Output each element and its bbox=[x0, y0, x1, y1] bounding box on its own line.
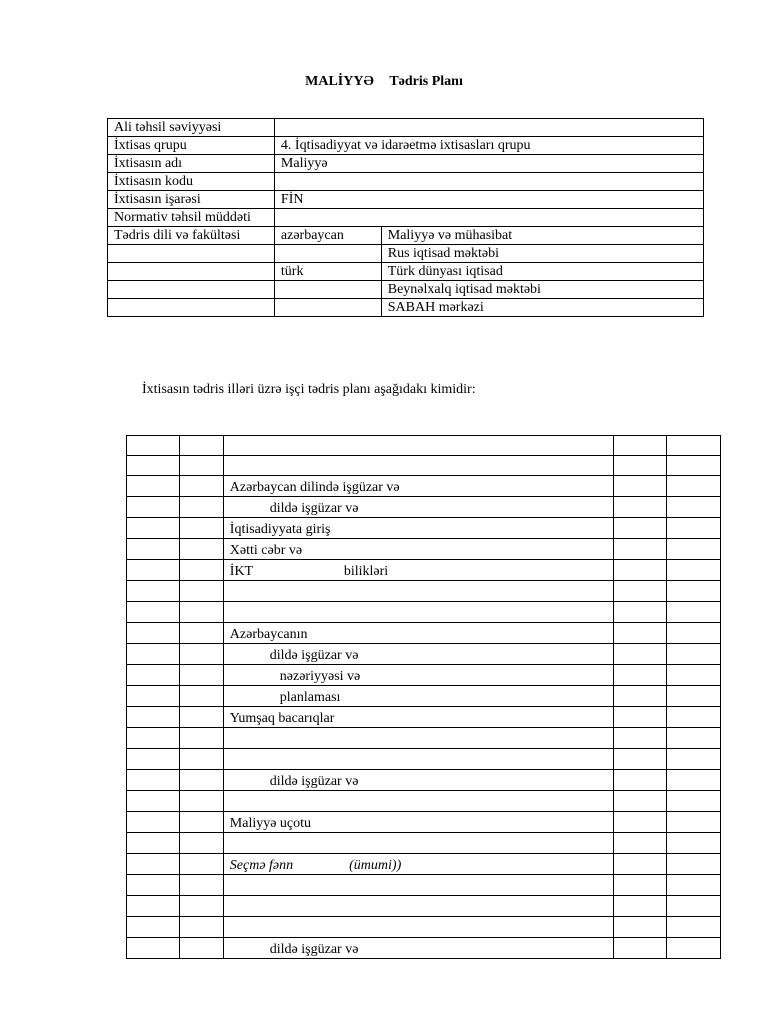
plan-cell bbox=[614, 938, 667, 959]
info-language: türk bbox=[274, 263, 381, 281]
plan-cell bbox=[614, 497, 667, 518]
plan-cell bbox=[127, 539, 180, 560]
plan-cell bbox=[667, 560, 721, 581]
title-part-1: MALİYYƏ bbox=[305, 74, 374, 89]
plan-cell bbox=[179, 938, 223, 959]
plan-cell bbox=[614, 917, 667, 938]
plan-cell bbox=[667, 623, 721, 644]
plan-cell bbox=[179, 875, 223, 896]
plan-row bbox=[127, 476, 721, 497]
plan-cell bbox=[667, 456, 721, 476]
plan-cell bbox=[127, 791, 180, 812]
plan-subject-text: dildə işgüzar və bbox=[269, 501, 359, 516]
plan-cell bbox=[127, 875, 180, 896]
plan-cell bbox=[614, 896, 667, 917]
info-row bbox=[108, 173, 704, 191]
plan-row bbox=[127, 812, 721, 833]
plan-cell bbox=[127, 686, 180, 707]
plan-cell bbox=[614, 560, 667, 581]
info-value bbox=[274, 119, 703, 137]
plan-subject-cell bbox=[223, 436, 613, 456]
plan-cell bbox=[667, 436, 721, 456]
plan-cell bbox=[179, 456, 223, 476]
plan-cell bbox=[667, 476, 721, 497]
plan-cell bbox=[179, 770, 223, 791]
info-label bbox=[108, 263, 275, 281]
plan-row bbox=[127, 791, 721, 812]
plan-subject-text: Xətti cəbr və bbox=[229, 543, 303, 558]
plan-subject-cell bbox=[223, 644, 613, 665]
plan-cell bbox=[614, 833, 667, 854]
plan-cell bbox=[667, 644, 721, 665]
plan-subject-text: Yumşaq bacarıqlar bbox=[229, 711, 335, 726]
plan-cell bbox=[667, 812, 721, 833]
plan-row bbox=[127, 896, 721, 917]
curriculum-plan-table bbox=[126, 435, 721, 959]
plan-cell bbox=[614, 854, 667, 875]
plan-row bbox=[127, 917, 721, 938]
plan-cell bbox=[127, 833, 180, 854]
plan-subject-cell bbox=[223, 812, 613, 833]
plan-row bbox=[127, 539, 721, 560]
plan-cell bbox=[179, 644, 223, 665]
plan-subject-cell bbox=[223, 560, 613, 581]
plan-cell bbox=[179, 812, 223, 833]
plan-subject-text: Azərbaycan dilində işgüzar və bbox=[229, 480, 400, 495]
plan-subject-text: İqtisadiyyata giriş bbox=[229, 522, 331, 537]
plan-cell bbox=[127, 749, 180, 770]
info-label: İxtisasın kodu bbox=[108, 173, 275, 191]
plan-subject-text: planlaması bbox=[279, 690, 341, 705]
plan-cell bbox=[667, 665, 721, 686]
info-value: FİN bbox=[274, 191, 703, 209]
info-value: 4. İqtisadiyyat və idarəetmə ixtisasları qrupu bbox=[274, 137, 703, 155]
plan-row bbox=[127, 623, 721, 644]
plan-cell bbox=[667, 539, 721, 560]
plan-cell bbox=[614, 476, 667, 497]
plan-cell bbox=[179, 686, 223, 707]
info-row bbox=[108, 299, 704, 317]
plan-subject-cell bbox=[223, 581, 613, 602]
plan-cell bbox=[667, 938, 721, 959]
plan-row bbox=[127, 707, 721, 728]
info-row bbox=[108, 119, 704, 137]
plan-cell bbox=[179, 749, 223, 770]
plan-row bbox=[127, 602, 721, 623]
plan-cell bbox=[179, 581, 223, 602]
intro-text: İxtisasın tədris illəri üzrə işçi tədris planı aşağıdakı kimidir: bbox=[142, 382, 476, 397]
plan-cell bbox=[127, 854, 180, 875]
plan-row bbox=[127, 436, 721, 456]
info-label bbox=[108, 281, 275, 299]
plan-cell bbox=[179, 623, 223, 644]
info-faculty: SABAH mərkəzi bbox=[381, 299, 703, 317]
plan-cell bbox=[667, 518, 721, 539]
plan-subject-text: Maliyyə uçotu bbox=[229, 816, 312, 831]
plan-cell bbox=[127, 456, 180, 476]
info-row bbox=[108, 245, 704, 263]
plan-cell bbox=[127, 581, 180, 602]
info-faculty: Rus iqtisad məktəbi bbox=[381, 245, 703, 263]
plan-cell bbox=[667, 728, 721, 749]
plan-subject-text: İKT bilikləri bbox=[229, 564, 389, 579]
plan-cell bbox=[179, 560, 223, 581]
plan-cell bbox=[179, 854, 223, 875]
info-language bbox=[274, 299, 381, 317]
info-label: Ali təhsil səviyyəsi bbox=[108, 119, 275, 137]
plan-cell bbox=[614, 665, 667, 686]
plan-row bbox=[127, 833, 721, 854]
plan-cell bbox=[127, 707, 180, 728]
plan-row bbox=[127, 581, 721, 602]
info-row bbox=[108, 137, 704, 155]
info-label: İxtisasın işarəsi bbox=[108, 191, 275, 209]
plan-cell bbox=[614, 812, 667, 833]
info-row bbox=[108, 263, 704, 281]
plan-cell bbox=[667, 770, 721, 791]
plan-cell bbox=[667, 602, 721, 623]
plan-subject-text: Azərbaycanın bbox=[229, 627, 308, 642]
plan-cell bbox=[667, 497, 721, 518]
plan-subject-cell bbox=[223, 518, 613, 539]
plan-cell bbox=[179, 728, 223, 749]
plan-cell bbox=[614, 644, 667, 665]
plan-cell bbox=[127, 917, 180, 938]
plan-cell bbox=[127, 602, 180, 623]
plan-cell bbox=[667, 707, 721, 728]
plan-row bbox=[127, 560, 721, 581]
info-label: Normativ təhsil müddəti bbox=[108, 209, 275, 227]
plan-cell bbox=[614, 539, 667, 560]
plan-cell bbox=[127, 518, 180, 539]
plan-cell bbox=[614, 749, 667, 770]
info-language: azərbaycan bbox=[274, 227, 381, 245]
plan-cell bbox=[127, 665, 180, 686]
plan-subject-cell bbox=[223, 875, 613, 896]
plan-cell bbox=[667, 581, 721, 602]
plan-cell bbox=[127, 938, 180, 959]
plan-cell bbox=[614, 623, 667, 644]
plan-row bbox=[127, 770, 721, 791]
plan-row bbox=[127, 854, 721, 875]
plan-cell bbox=[667, 875, 721, 896]
plan-cell bbox=[179, 707, 223, 728]
plan-subject-cell bbox=[223, 456, 613, 476]
page-title bbox=[0, 74, 768, 90]
plan-subject-cell bbox=[223, 896, 613, 917]
plan-cell bbox=[127, 497, 180, 518]
plan-subject-cell bbox=[223, 938, 613, 959]
plan-cell bbox=[127, 476, 180, 497]
info-value: Maliyyə bbox=[274, 155, 703, 173]
plan-cell bbox=[127, 812, 180, 833]
plan-row bbox=[127, 728, 721, 749]
plan-subject-cell bbox=[223, 476, 613, 497]
plan-cell bbox=[614, 581, 667, 602]
plan-subject-cell bbox=[223, 497, 613, 518]
plan-cell bbox=[179, 602, 223, 623]
info-faculty: Türk dünyası iqtisad bbox=[381, 263, 703, 281]
plan-cell bbox=[179, 518, 223, 539]
title-part-2: Tədris Planı bbox=[389, 74, 463, 89]
plan-cell bbox=[179, 539, 223, 560]
plan-subject-cell bbox=[223, 602, 613, 623]
info-row bbox=[108, 209, 704, 227]
plan-cell bbox=[179, 917, 223, 938]
plan-cell bbox=[614, 707, 667, 728]
plan-cell bbox=[127, 896, 180, 917]
plan-cell bbox=[179, 833, 223, 854]
plan-cell bbox=[667, 917, 721, 938]
plan-cell bbox=[179, 896, 223, 917]
plan-cell bbox=[614, 770, 667, 791]
plan-cell bbox=[179, 497, 223, 518]
plan-subject-cell bbox=[223, 539, 613, 560]
plan-row bbox=[127, 665, 721, 686]
plan-subject-text: Seçmə fənn (ümumi)) bbox=[229, 858, 402, 873]
info-row bbox=[108, 281, 704, 299]
plan-subject-cell bbox=[223, 686, 613, 707]
plan-subject-cell bbox=[223, 854, 613, 875]
plan-cell bbox=[614, 686, 667, 707]
plan-row bbox=[127, 456, 721, 476]
plan-cell bbox=[127, 644, 180, 665]
plan-cell bbox=[667, 791, 721, 812]
plan-cell bbox=[614, 791, 667, 812]
plan-subject-text: dildə işgüzar və bbox=[269, 774, 359, 789]
plan-row bbox=[127, 875, 721, 896]
plan-cell bbox=[127, 770, 180, 791]
plan-subject-cell bbox=[223, 833, 613, 854]
plan-row bbox=[127, 644, 721, 665]
info-label bbox=[108, 299, 275, 317]
plan-cell bbox=[614, 728, 667, 749]
plan-subject-cell bbox=[223, 770, 613, 791]
info-label: İxtisasın adı bbox=[108, 155, 275, 173]
info-row bbox=[108, 191, 704, 209]
plan-subject-text: nəzəriyyəsi və bbox=[279, 669, 361, 684]
plan-cell bbox=[614, 436, 667, 456]
plan-subject-cell bbox=[223, 707, 613, 728]
plan-subject-cell bbox=[223, 749, 613, 770]
plan-subject-text: dildə işgüzar və bbox=[269, 648, 359, 663]
plan-cell bbox=[667, 833, 721, 854]
plan-cell bbox=[614, 456, 667, 476]
plan-subject-cell bbox=[223, 665, 613, 686]
info-language bbox=[274, 245, 381, 263]
info-faculty: Beynəlxalq iqtisad məktəbi bbox=[381, 281, 703, 299]
plan-row bbox=[127, 938, 721, 959]
plan-cell bbox=[179, 791, 223, 812]
info-value bbox=[274, 209, 703, 227]
plan-subject-text: dildə işgüzar və bbox=[269, 942, 359, 957]
program-info-table bbox=[107, 118, 704, 317]
plan-cell bbox=[667, 749, 721, 770]
plan-row bbox=[127, 749, 721, 770]
plan-cell bbox=[179, 665, 223, 686]
info-language bbox=[274, 281, 381, 299]
plan-cell bbox=[127, 436, 180, 456]
info-label: Tədris dili və fakültəsi bbox=[108, 227, 275, 245]
plan-cell bbox=[127, 728, 180, 749]
plan-subject-cell bbox=[223, 791, 613, 812]
info-faculty: Maliyyə və mühasibat bbox=[381, 227, 703, 245]
plan-cell bbox=[127, 560, 180, 581]
plan-cell bbox=[614, 602, 667, 623]
plan-subject-cell bbox=[223, 623, 613, 644]
plan-subject-cell bbox=[223, 917, 613, 938]
info-label bbox=[108, 245, 275, 263]
plan-cell bbox=[667, 896, 721, 917]
plan-cell bbox=[179, 436, 223, 456]
info-row bbox=[108, 227, 704, 245]
info-value bbox=[274, 173, 703, 191]
info-label: İxtisas qrupu bbox=[108, 137, 275, 155]
plan-cell bbox=[127, 623, 180, 644]
plan-subject-cell bbox=[223, 728, 613, 749]
plan-cell bbox=[614, 875, 667, 896]
plan-cell bbox=[667, 686, 721, 707]
plan-row bbox=[127, 497, 721, 518]
plan-cell bbox=[614, 518, 667, 539]
plan-row bbox=[127, 518, 721, 539]
plan-cell bbox=[179, 476, 223, 497]
plan-cell bbox=[667, 854, 721, 875]
plan-row bbox=[127, 686, 721, 707]
info-row bbox=[108, 155, 704, 173]
